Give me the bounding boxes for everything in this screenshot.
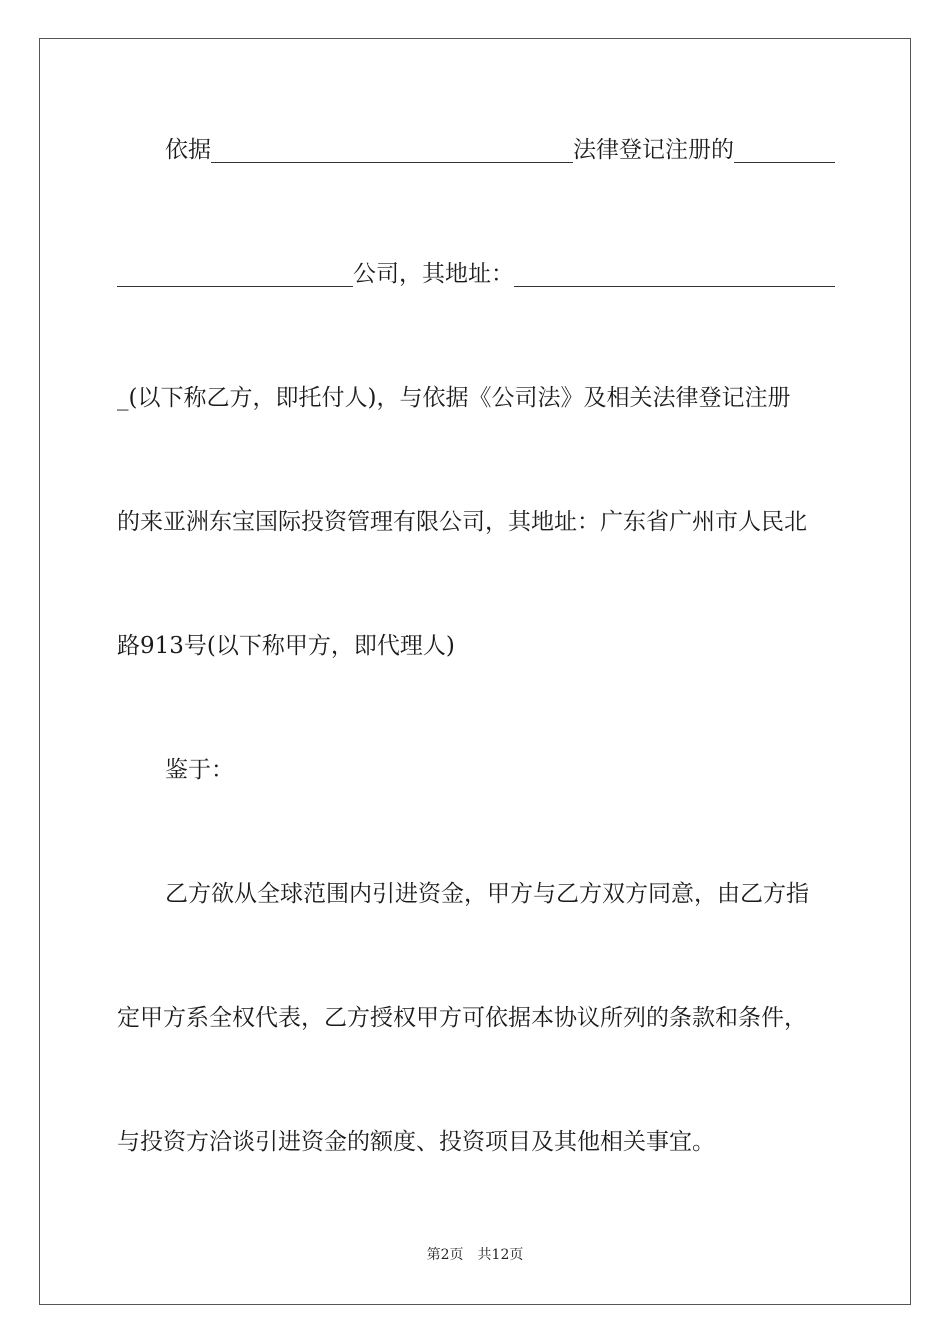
text-segment: 法律登记注册的	[573, 137, 734, 163]
fill-in-blank-address[interactable]	[514, 260, 835, 287]
text-segment: _(以下称乙方，即托付人)，与依据《公司法》及相关法律登记注册	[117, 385, 791, 411]
paragraph-line-9	[117, 1122, 835, 1162]
paragraph-line-4	[117, 502, 835, 542]
text-segment: 路913号(以下称甲方，即代理人)	[117, 633, 455, 659]
paragraph-line-1	[117, 130, 835, 170]
paragraph-line-3	[117, 378, 835, 418]
fill-in-blank-company-name[interactable]	[734, 136, 835, 163]
text-segment: 公司，其地址：	[353, 261, 514, 287]
paragraph-line-8	[117, 998, 835, 1038]
fill-in-blank-company-name-cont[interactable]	[117, 260, 353, 287]
page-border	[39, 38, 911, 1305]
text-segment: 的来亚洲东宝国际投资管理有限公司，其地址：广东省广州市人民北	[117, 509, 807, 535]
page-number-total: 共12页	[477, 1247, 524, 1263]
paragraph-line-5	[117, 626, 835, 666]
paragraph-line-2	[117, 254, 835, 294]
text-segment: 乙方欲从全球范围内引进资金，甲方与乙方双方同意，由乙方指	[165, 881, 809, 907]
text-segment: 鉴于：	[165, 757, 234, 783]
page-number-current: 第2页	[426, 1247, 464, 1263]
paragraph-heading-whereas	[117, 750, 835, 790]
paragraph-line-7	[117, 874, 835, 914]
text-segment: 依据	[165, 137, 211, 163]
text-segment: 定甲方系全权代表，乙方授权甲方可依据本协议所列的条款和条件，	[117, 1005, 807, 1031]
text-segment: 与投资方洽谈引进资金的额度、投资项目及其他相关事宜。	[117, 1129, 715, 1155]
fill-in-blank-law[interactable]	[211, 136, 573, 163]
page-footer	[0, 1245, 950, 1265]
